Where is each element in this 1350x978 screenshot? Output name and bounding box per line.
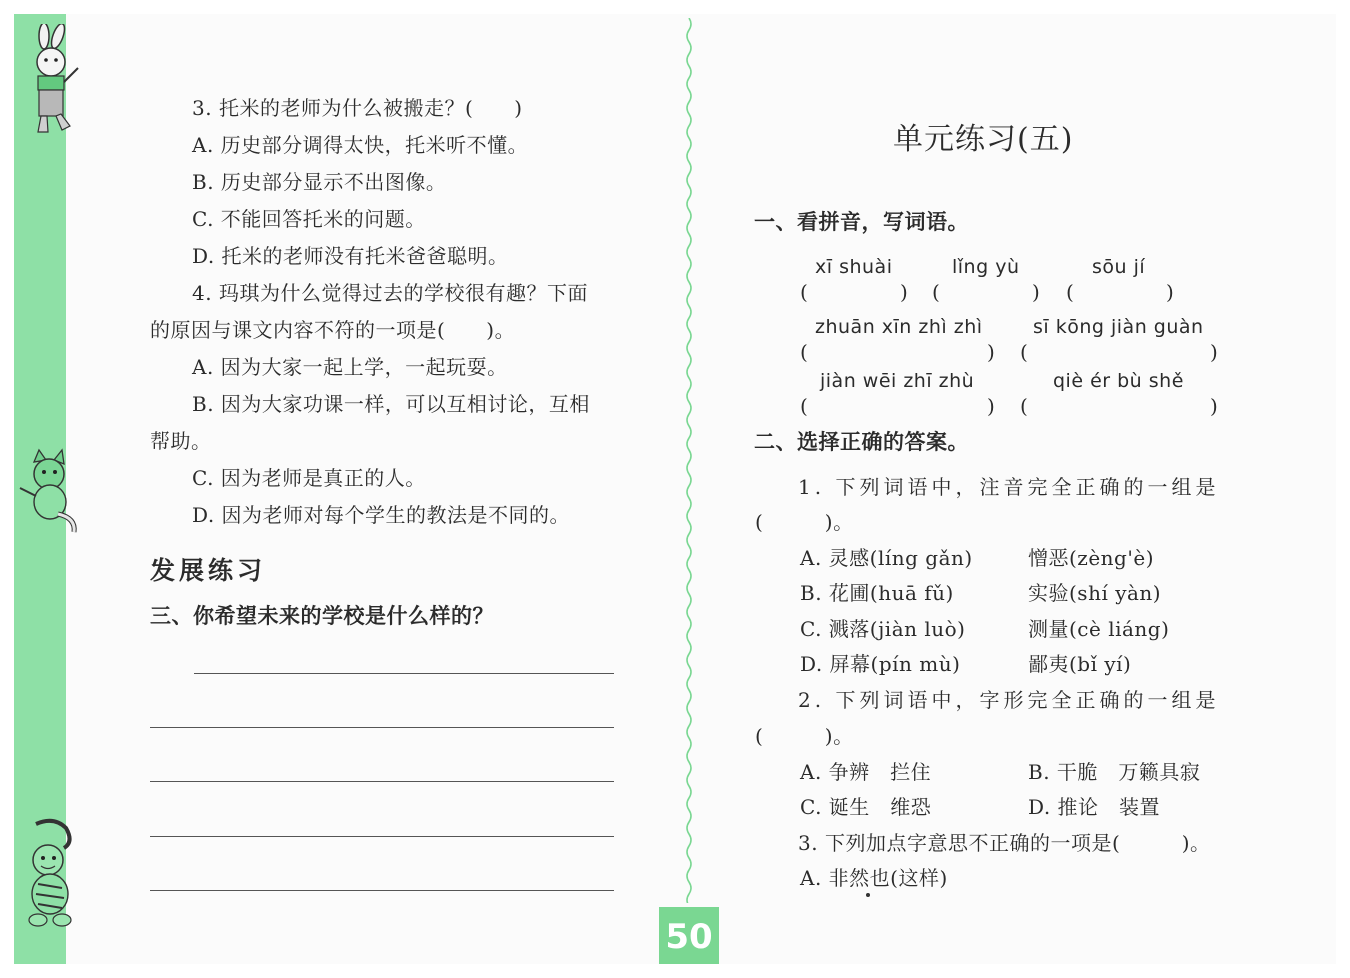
choice-q1-option-a-left: A. 灵感(líng gǎn): [800, 546, 973, 570]
pinyin-si-kong-jian-guan: sī kōng jiàn guàn: [1033, 316, 1204, 338]
pinyin-ling-yu: lǐng yù: [952, 256, 1020, 278]
choice-q1-option-b-right: 实验(shí yàn): [1028, 581, 1162, 605]
choice-q1-option-d-right: 鄙夷(bǐ yí): [1028, 652, 1132, 676]
unit-exercise-title: 单元练习(五): [893, 122, 1074, 157]
choice-q1-option-d-left: D. 屏幕(pín mù): [800, 652, 961, 676]
section-one-heading: 一、看拼音，写词语。: [754, 210, 969, 234]
pinyin-sou-ji: sōu jí: [1092, 256, 1146, 278]
q3-option-a: A. 历史部分调得太快，托米听不懂。: [192, 133, 529, 157]
q4-option-a: A. 因为大家一起上学，一起玩耍。: [192, 355, 508, 379]
bracket-open: (: [1020, 394, 1029, 418]
choice-q1-option-a-right: 憎恶(zèng'è): [1028, 546, 1154, 570]
pinyin-qie-er-bu-she: qiè ér bù shě: [1053, 370, 1184, 392]
q4-option-d: D. 因为老师对每个学生的教法是不同的。: [192, 503, 571, 527]
pinyin-jian-wei-zhi-zhu: jiàn wēi zhī zhù: [820, 370, 975, 392]
choice-q1-option-c-right: 测量(cè liáng): [1028, 617, 1170, 641]
bracket-open: (: [800, 280, 809, 304]
answer-line-3[interactable]: [150, 781, 614, 782]
cat-mascot-icon: [14, 448, 86, 538]
answer-line-4[interactable]: [150, 836, 614, 837]
bracket-open: (: [1066, 280, 1075, 304]
bracket-close: ): [900, 280, 909, 304]
choice-q1-option-b-left: B. 花圃(huā fǔ): [800, 581, 954, 605]
bracket-open: (: [932, 280, 941, 304]
bracket-close: ): [1166, 280, 1175, 304]
choice-q2-stem-cont: ( )。: [755, 724, 854, 748]
bracket-close: ): [987, 394, 996, 418]
choice-q2-option-c: C. 诞生 维恐: [800, 795, 932, 819]
choice-q1-stem: 1. 下列词语中，注音完全正确的一组是: [798, 475, 1220, 499]
q4-stem-line2: 的原因与课文内容不符的一项是( )。: [150, 318, 516, 342]
question-three: 三、你希望未来的学校是什么样的？: [150, 604, 494, 628]
q4-option-b-line2: 帮助。: [150, 429, 212, 453]
bracket-open: (: [800, 394, 809, 418]
bracket-open: (: [1020, 340, 1029, 364]
q3-stem: 3. 托米的老师为什么被搬走？( ): [192, 96, 523, 120]
choice-q2-option-d: D. 推论 装置: [1028, 795, 1161, 819]
development-exercise-title: 发展练习: [150, 556, 267, 585]
page-number: 50: [659, 907, 719, 964]
rabbit-mascot-icon: [14, 24, 86, 139]
q3-option-d: D. 托米的老师没有托米爸爸聪明。: [192, 244, 509, 268]
choice-q1-option-c-left: C. 溅落(jiàn luò): [800, 617, 966, 641]
choice-q2-option-b: B. 干脆 万籁具寂: [1028, 760, 1201, 784]
answer-line-1[interactable]: [194, 673, 614, 674]
pinyin-zhuan-xin-zhi-zhi: zhuān xīn zhì zhì: [815, 316, 983, 338]
answer-line-2[interactable]: [150, 727, 614, 728]
bracket-close: ): [1210, 340, 1219, 364]
pinyin-xi-shuai: xī shuài: [815, 256, 893, 278]
q3-option-c: C. 不能回答托米的问题。: [192, 207, 426, 231]
q3-option-b: B. 历史部分显示不出图像。: [192, 170, 447, 194]
choice-q2-option-a: A. 争辨 拦住: [800, 760, 932, 784]
choice-q3-option-a: A. 非然也(这样): [800, 866, 948, 890]
bracket-close: ): [1032, 280, 1041, 304]
answer-line-5[interactable]: [150, 890, 614, 891]
q4-option-c: C. 因为老师是真正的人。: [192, 466, 426, 490]
bracket-close: ): [987, 340, 996, 364]
bracket-open: (: [800, 340, 809, 364]
tiger-mascot-icon: [14, 818, 86, 963]
section-two-heading: 二、选择正确的答案。: [754, 430, 969, 454]
page-divider: [684, 18, 694, 903]
choice-q3-stem: 3. 下列加点字意思不正确的一项是( )。: [798, 831, 1211, 855]
emphasis-dot: [866, 893, 870, 897]
q4-stem-line1: 4. 玛琪为什么觉得过去的学校很有趣？下面: [192, 281, 588, 305]
choice-q2-stem: 2. 下列词语中，字形完全正确的一组是: [798, 688, 1220, 712]
choice-q1-stem-cont: ( )。: [755, 510, 854, 534]
q4-option-b-line1: B. 因为大家功课一样，可以互相讨论，互相: [192, 392, 590, 416]
bracket-close: ): [1210, 394, 1219, 418]
